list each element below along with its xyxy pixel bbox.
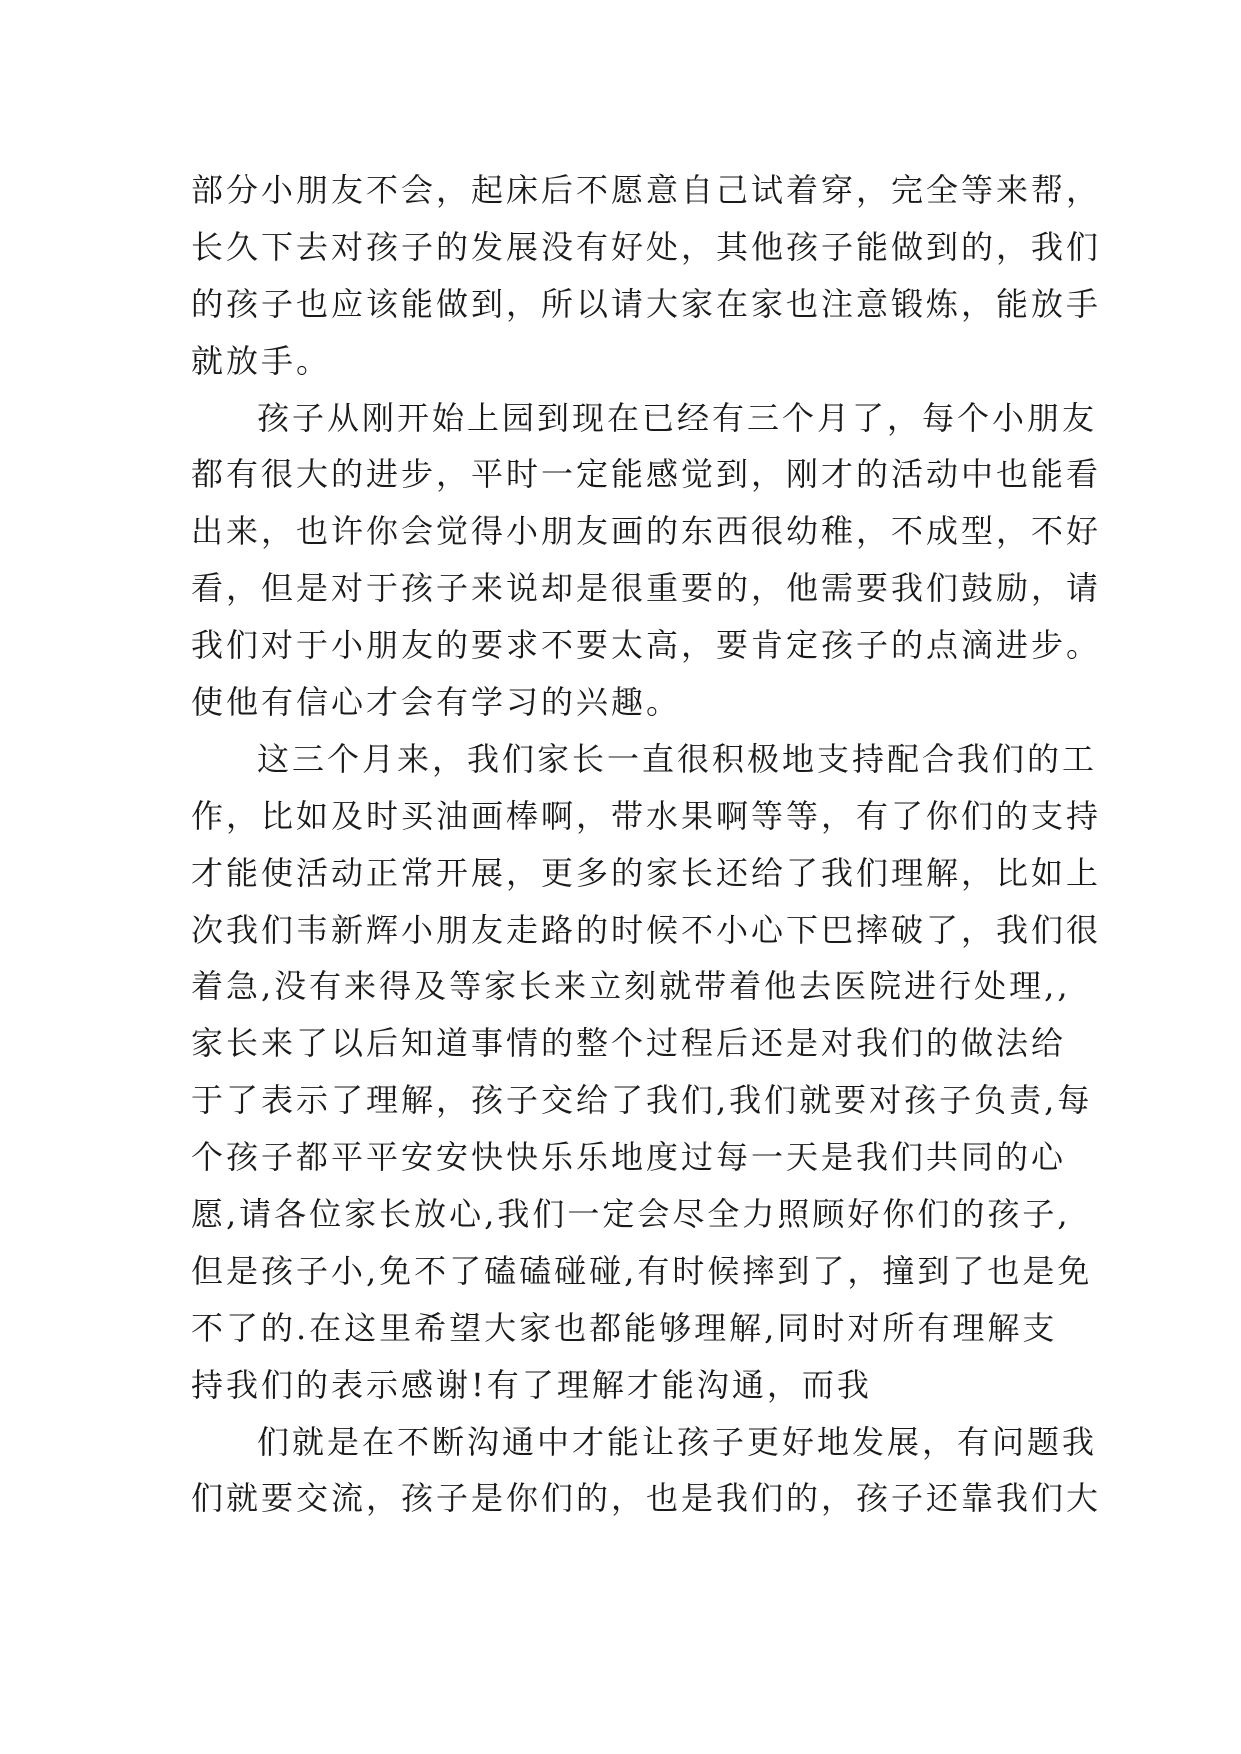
text-line: 不了的.在这里希望大家也都能够理解,同时对所有理解支 <box>191 1308 1058 1347</box>
text-line: 长久下去对孩子的发展没有好处，其他孩子能做到的，我们 <box>191 227 1102 266</box>
text-line: 出来，也许你会觉得小朋友画的东西很幼稚，不成型，不好 <box>191 512 1102 551</box>
text-line: 才能使活动正常开展，更多的家长还给了我们理解，比如上 <box>191 853 1102 892</box>
text-line: 看，但是对于孩子来说却是很重要的，他需要我们鼓励，请 <box>191 569 1102 608</box>
text-line: 持我们的表示感谢!有了理解才能沟通，而我 <box>191 1365 872 1404</box>
text-line: 作，比如及时买油画棒啊，带水果啊等等，有了你们的支持 <box>191 796 1102 835</box>
text-line: 次我们韦新辉小朋友走路的时候不小心下巴摔破了，我们很 <box>191 910 1102 949</box>
text-line: 但是孩子小,免不了磕磕碰碰,有时候摔到了，撞到了也是免 <box>191 1251 1093 1290</box>
text-line: 家长来了以后知道事情的整个过程后还是对我们的做法给 <box>191 1024 1067 1063</box>
text-line: 使他有信心才会有学习的兴趣。 <box>191 683 682 722</box>
text-line: 着急,没有来得及等家长来立刻就带着他去医院进行处理,, <box>191 967 1071 1006</box>
text-line: 愿,请各位家长放心,我们一定会尽全力照顾好你们的孩子, <box>191 1195 1071 1234</box>
document-body <box>191 162 1102 1527</box>
paragraph-first-line: 这三个月来，我们家长一直很积极地支持配合我们的工 <box>257 739 1098 778</box>
paragraph-first-line: 们就是在不断沟通中才能让孩子更好地发展，有问题我 <box>257 1422 1098 1461</box>
text-line: 个孩子都平平安安快快乐乐地度过每一天是我们共同的心 <box>191 1138 1067 1177</box>
text-line: 们就要交流，孩子是你们的，也是我们的，孩子还靠我们大 <box>191 1479 1102 1518</box>
text-line: 于了表示了理解，孩子交给了我们,我们就要对孩子负责,每 <box>191 1081 1093 1120</box>
text-line: 都有很大的进步，平时一定能感觉到，刚才的活动中也能看 <box>191 455 1102 494</box>
paragraph-first-line: 孩子从刚开始上园到现在已经有三个月了，每个小朋友 <box>257 398 1098 437</box>
text-line: 部分小朋友不会，起床后不愿意自己试着穿，完全等来帮， <box>191 171 1102 209</box>
text-line: 的孩子也应该能做到，所以请大家在家也注意锻炼，能放手 <box>191 284 1102 323</box>
text-line: 就放手。 <box>191 341 332 380</box>
text-line: 我们对于小朋友的要求不要太高，要肯定孩子的点滴进步。 <box>191 626 1102 665</box>
